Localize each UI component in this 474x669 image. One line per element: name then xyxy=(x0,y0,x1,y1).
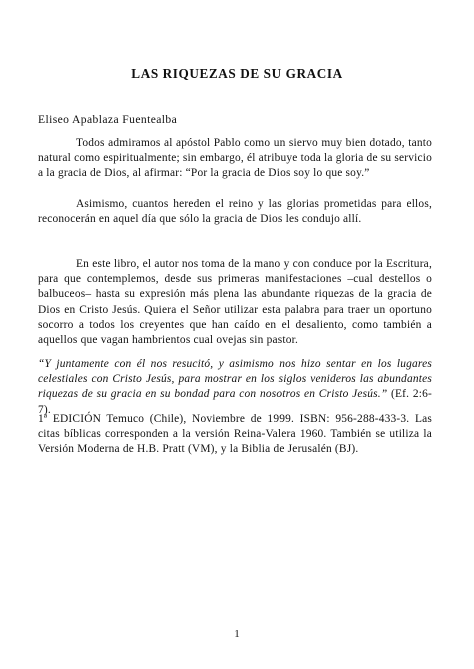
page-number: 1 xyxy=(234,628,240,640)
scripture-quote xyxy=(38,357,432,418)
document-title: LAS RIQUEZAS DE SU GRACIA xyxy=(131,66,343,81)
paragraph-intro: Todos admiramos al apóstol Pablo como un siervo muy bien dotado, tanto natural como espiritualmente; sin embargo, él atribuye toda la gloria de su servicio a la gracia de Dios, al afirmar: “Por la gracia de Dios soy lo que soy.” xyxy=(38,137,432,180)
author-name: Eliseo Apablaza Fuentealba xyxy=(38,113,178,126)
paragraph-glory: Asimismo, cuantos hereden el reino y las glorias prometidas para ellos, reconocerán en aquel día que sólo la gracia de Dios les condujo allí. xyxy=(38,198,432,226)
scripture-reference: (Ef. 2:6-7). xyxy=(38,388,433,416)
scripture-quote-text: “Y juntamente con él nos resucitó, y asimismo nos hizo sentar en los lugares celestiales con Cristo Jesús, para mostrar en los siglos venideros las abundantes riquezas de su gracia en su bondad para con nosotros en Cristo Jesús.” xyxy=(38,358,432,401)
paragraph-book-description: En este libro, el autor nos toma de la mano y con conduce por la Escritura, para que contemplemos, desde sus primeras manifestaciones –cual destellos o balbuceos– hasta su expresión más plena las abundante riquezas de la gracia de Dios en Cristo Jesús. Quiera el Señor utilizar esta palabra para traer un oportuno socorro a todos los creyentes que han caído en el desaliento, como también a aquellos que vagan hambrientos cual ovejas sin pastor. xyxy=(38,258,432,347)
edition-info: 1ª EDICIÓN Temuco (Chile), Noviembre de 1999. ISBN: 956-288-433-3. Las citas bíblicas corresponden a la versión Reina-Valera 1960. También se utiliza la Versión Moderna de H.B. Pratt (VM), y la Biblia de Jerusalén (BJ). xyxy=(38,413,432,456)
